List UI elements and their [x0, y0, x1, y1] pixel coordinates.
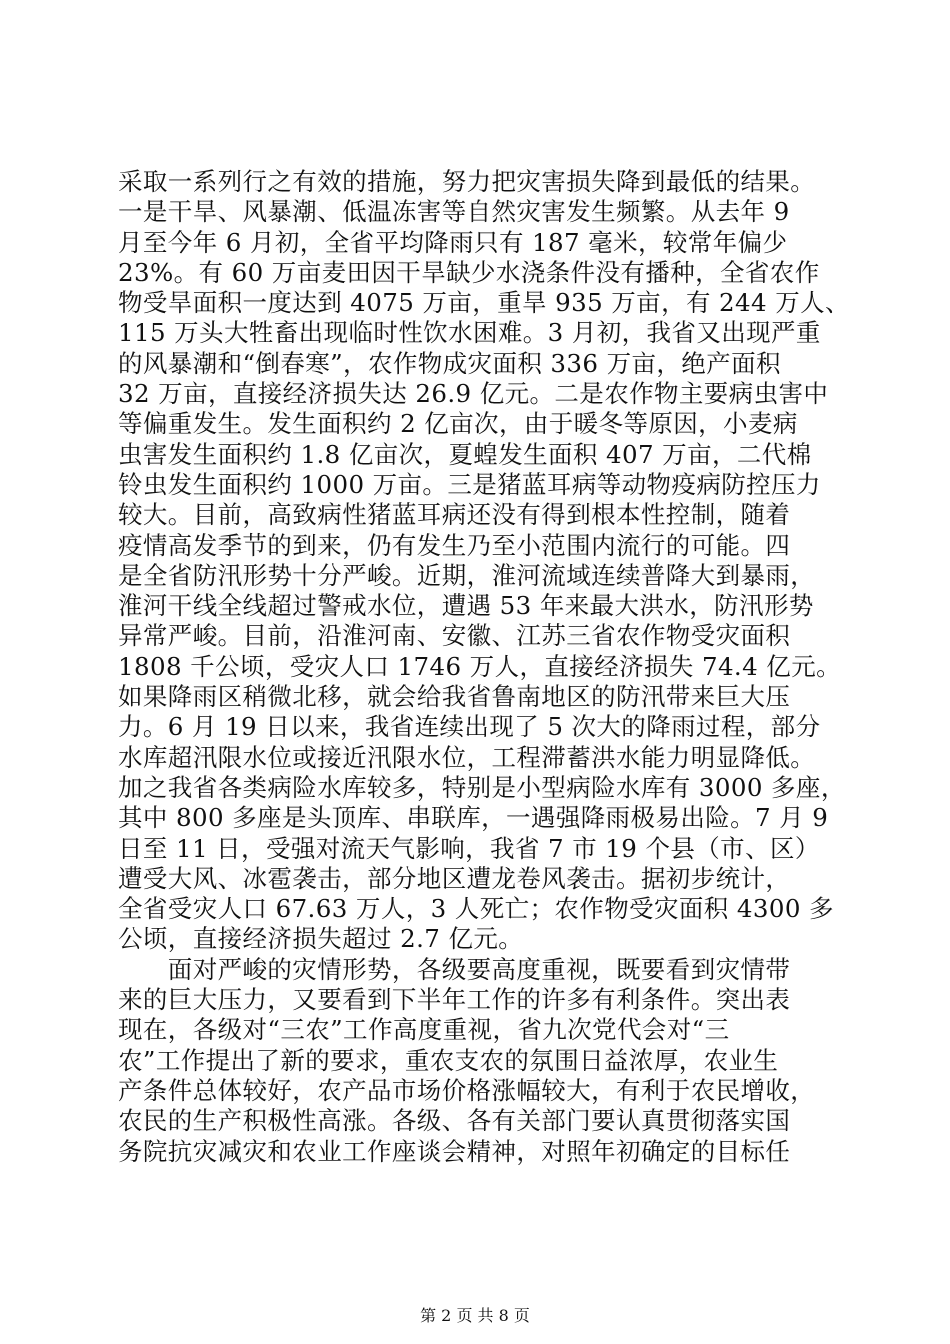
text-line: 较大。目前，高致病性猪蓝耳病还没有得到根本性控制，随着	[118, 500, 791, 530]
text-line: 其中 800 多座是头顶库、串联库，一遇强降雨极易出险。7 月 9	[118, 803, 829, 833]
text-line: 是全省防汛形势十分严峻。近期，淮河流域连续普降大到暴雨，	[118, 560, 816, 590]
text-line: 的风暴潮和“倒春寒”，农作物成灾面积 336 万亩，绝产面积	[118, 348, 781, 378]
text-line: 农民的生产积极性高涨。各级、各有关部门要认真贯彻落实国	[118, 1106, 791, 1136]
text-line: 力。6 月 19 日以来，我省连续出现了 5 次大的降雨过程，部分	[118, 712, 821, 742]
page-footer	[0, 1306, 950, 1326]
text-line: 铃虫发生面积约 1000 万亩。三是猪蓝耳病等动物疫病防控压力	[118, 469, 821, 499]
text-line: 产条件总体较好，农产品市场价格涨幅较大，有利于农民增收，	[118, 1075, 816, 1105]
text-line: 物受旱面积一度达到 4075 万亩，重旱 935 万亩，有 244 万人、	[118, 288, 850, 318]
text-line: 务院抗灾减灾和农业工作座谈会精神，对照年初确定的目标任	[118, 1136, 791, 1166]
text-line: 遭受大风、冰雹袭击，部分地区遭龙卷风袭击。据初步统计，	[118, 863, 791, 893]
body-text	[118, 167, 850, 1167]
text-line: 加之我省各类病险水库较多，特别是小型病险水库有 3000 多座，	[118, 772, 846, 802]
text-line: 115 万头大牲畜出现临时性饮水困难。3 月初，我省又出现严重	[118, 318, 821, 348]
text-line: 来的巨大压力，又要看到下半年工作的许多有利条件。突出表	[118, 985, 791, 1015]
text-line: 等偏重发生。发生面积约 2 亿亩次，由于暖冬等原因，小麦病	[118, 409, 798, 439]
text-line: 现在，各级对“三农”工作高度重视，省九次党代会对“三	[118, 1015, 730, 1045]
text-line: 1808 千公顷，受灾人口 1746 万人，直接经济损失 74.4 亿元。	[118, 651, 841, 681]
text-line: 农”工作提出了新的要求，重农支农的氛围日益浓厚，农业生	[118, 1045, 779, 1075]
text-line: 23%。有 60 万亩麦田因干旱缺少水浇条件没有播种，全省农作	[118, 257, 820, 287]
paragraph-first-line: 面对严峻的灾情形势，各级要高度重视，既要看到灾情带	[118, 954, 791, 984]
text-line: 疫情高发季节的到来，仍有发生乃至小范围内流行的可能。四	[118, 530, 791, 560]
text-line: 月至今年 6 月初，全省平均降雨只有 187 毫米，较常年偏少	[118, 227, 788, 257]
text-line: 虫害发生面积约 1.8 亿亩次，夏蝗发生面积 407 万亩，二代棉	[118, 439, 812, 469]
text-line: 日至 11 日，受强对流天气影响，我省 7 市 19 个县（市、区）	[118, 833, 820, 863]
text-line: 公顷，直接经济损失超过 2.7 亿元。	[118, 924, 524, 954]
page-number-label: 第 2 页 共 8 页	[420, 1306, 530, 1325]
text-line: 32 万亩，直接经济损失达 26.9 亿元。二是农作物主要病虫害中	[118, 379, 829, 409]
text-line: 异常严峻。目前，沿淮河南、安徽、江苏三省农作物受灾面积	[118, 621, 791, 651]
text-line: 水库超汛限水位或接近汛限水位，工程滞蓄洪水能力明显降低。	[118, 742, 816, 772]
text-line: 全省受灾人口 67.63 万人，3 人死亡；农作物受灾面积 4300 多	[118, 894, 834, 924]
text-line: 采取一系列行之有效的措施，努力把灾害损失降到最低的结果。	[118, 167, 816, 196]
text-line: 如果降雨区稍微北移，就会给我省鲁南地区的防汛带来巨大压	[118, 682, 791, 712]
text-line: 淮河干线全线超过警戒水位，遭遇 53 年来最大洪水，防汛形势	[118, 591, 814, 621]
text-line: 一是干旱、风暴潮、低温冻害等自然灾害发生频繁。从去年 9	[118, 197, 790, 227]
